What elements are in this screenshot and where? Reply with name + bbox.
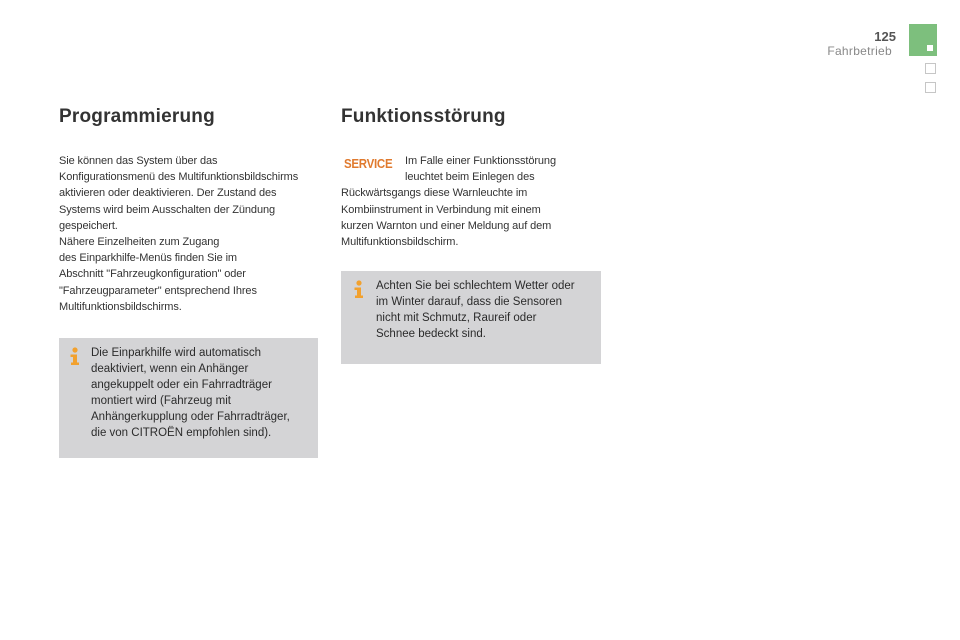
chapter-title: Fahrbetrieb <box>827 44 892 58</box>
chapter-tab[interactable] <box>909 24 937 56</box>
info-line: Schnee bedeckt sind. <box>376 328 486 341</box>
section-title-funktionsstoerung: Funktionsstörung <box>341 106 506 127</box>
text-line: kurzen Warnton und einer Meldung auf dem <box>341 219 552 232</box>
info-line: Die Einparkhilfe wird automatisch <box>91 347 262 360</box>
text-line: "Fahrzeugparameter" entsprechend Ihres <box>59 284 257 297</box>
info-line: Anhängerkupplung oder Fahrradträger, <box>91 411 290 424</box>
info-line: Achten Sie bei schlechtem Wetter oder <box>376 280 575 293</box>
info-line: angekuppelt oder ein Fahrradträger <box>91 379 272 392</box>
info-line: die von CITROËN empfohlen sind). <box>91 427 272 440</box>
programmierung-text <box>59 153 319 315</box>
nav-box-2[interactable] <box>925 82 936 93</box>
nav-box-1[interactable] <box>925 63 936 74</box>
info-icon <box>351 280 367 299</box>
text-line: Konfigurationsmenü des Multifunktionsbildschirms <box>59 171 299 184</box>
service-warning-icon: SERVICE <box>344 157 393 171</box>
info-line: im Winter darauf, dass die Sensoren <box>376 296 563 309</box>
text-line: Kombiinstrument in Verbindung mit einem <box>341 203 541 216</box>
text-line: des Einparkhilfe-Menüs finden Sie im <box>59 252 237 265</box>
text-line: Nähere Einzelheiten zum Zugang <box>59 236 220 249</box>
chapter-marker <box>927 45 933 51</box>
left-column <box>59 106 319 458</box>
text-line: Im Falle einer Funktionsstörung <box>405 155 556 167</box>
text-line: Systems wird beim Ausschalten der Zündung <box>59 203 276 216</box>
text-line: Sie können das System über das <box>59 155 218 167</box>
right-column <box>341 106 603 364</box>
text-line: Multifunktionsbildschirm. <box>341 236 459 249</box>
text-line: gespeichert. <box>59 219 118 232</box>
info-line: deaktiviert, wenn ein Anhänger <box>91 363 249 376</box>
text-line: Rückwärtsgangs diese Warnleuchte im <box>341 187 528 200</box>
info-line: nicht mit Schmutz, Raureif oder <box>376 312 537 325</box>
text-line: Abschnitt "Fahrzeugkonfiguration" oder <box>59 268 246 281</box>
info-icon <box>67 347 83 366</box>
funktionsstoerung-text <box>341 153 603 250</box>
section-title-programmierung: Programmierung <box>59 106 215 127</box>
text-line: aktivieren oder deaktivieren. Der Zustand des <box>59 187 277 200</box>
text-line: Multifunktionsbildschirms. <box>59 300 182 313</box>
info-line: montiert wird (Fahrzeug mit <box>91 395 231 408</box>
info-box-trailer <box>59 338 318 458</box>
text-line: leuchtet beim Einlegen des <box>405 171 535 184</box>
info-box-weather <box>341 271 601 364</box>
page-number: 125 <box>874 29 896 44</box>
